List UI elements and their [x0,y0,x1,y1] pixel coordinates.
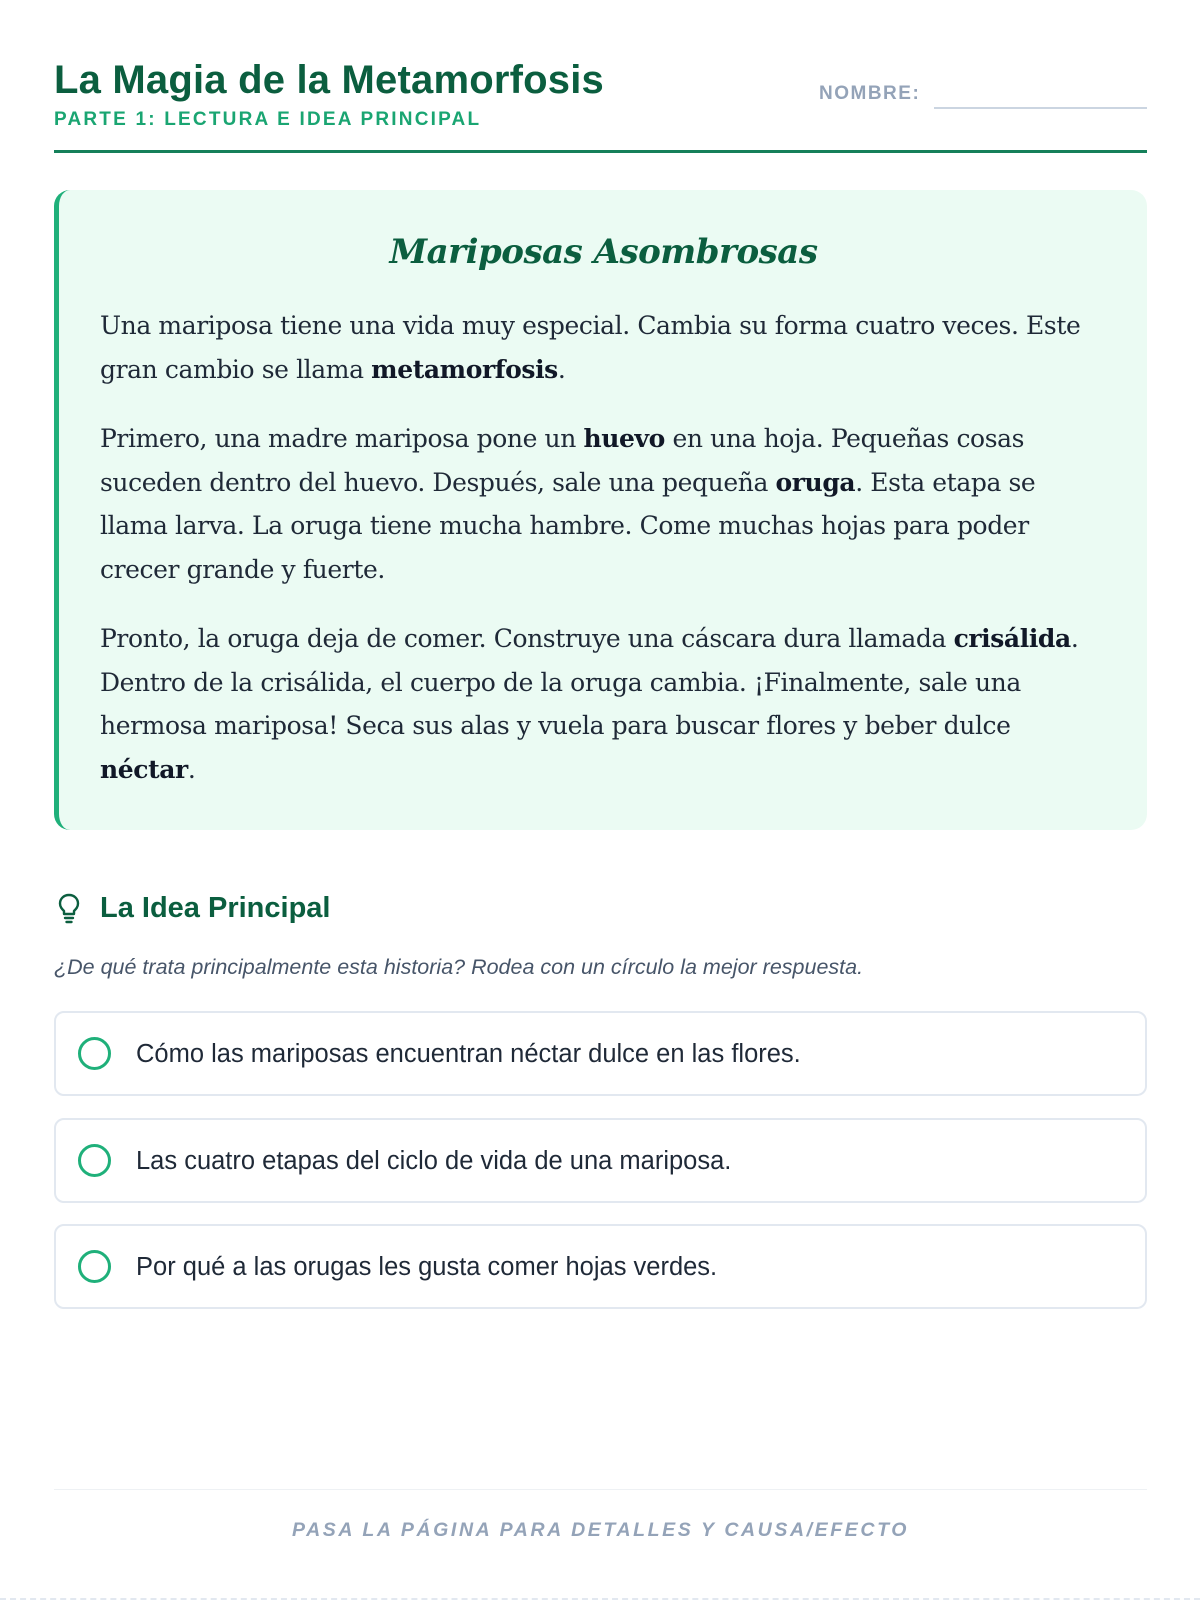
vocab-word: huevo [583,424,665,453]
text-run: Pronto, la oruga deja de comer. Construye una cáscara dura llamada [100,624,954,653]
answer-option-label: Por qué a las orugas les gusta comer hojas verdes. [136,1253,718,1281]
text-run: . [187,754,196,784]
text-run: . Dentro de la crisálida, el cuerpo de la oruga cambia. ¡Finalmente, sale una hermosa mariposa! Seca sus alas y vuela para buscar flores y beber dulce [100,624,1079,740]
answer-option[interactable] [54,1224,1147,1309]
radio-circle-icon[interactable] [78,1250,111,1283]
reading-passage [54,190,1147,830]
passage-paragraph [100,617,1107,791]
worksheet-subtitle: PARTE 1: LECTURA E IDEA PRINCIPAL [54,109,482,130]
name-label: NOMBRE: [819,83,921,104]
footer-note: PASA LA PÁGINA PARA DETALLES Y CAUSA/EFECTO [291,1519,910,1541]
radio-circle-icon[interactable] [78,1037,111,1070]
text-run: Una mariposa tiene una vida muy especial. Cambia su forma cuatro veces. Este gran cambio se llama [100,311,1081,384]
text-run: en una hoja. Pequeñas cosas suceden dentro del huevo. Después, sale una pequeña [100,424,1025,497]
name-field[interactable] [934,107,1147,109]
text-run: . [557,354,566,384]
answer-option-label: Las cuatro etapas del ciclo de vida de una mariposa. [136,1147,732,1175]
answer-option[interactable] [54,1118,1147,1203]
vocab-word: metamorfosis [371,354,558,384]
footer-divider [54,1489,1147,1490]
answer-option[interactable] [54,1011,1147,1096]
radio-circle-icon[interactable] [78,1144,111,1177]
passage-paragraph [100,417,1107,591]
text-run: Primero, una madre mariposa pone un [100,424,584,453]
passage-paragraph [100,304,1107,391]
answer-option-label: Cómo las mariposas encuentran néctar dulce en las flores. [136,1040,801,1068]
vocab-word: crisálida [953,624,1071,653]
lightbulb-icon [54,892,84,924]
worksheet-title: La Magia de la Metamorfosis [54,58,604,102]
worksheet-page [54,0,1147,1600]
text-run: . Esta etapa se llama larva. La oruga tiene mucha hambre. Come muchas hojas para poder crecer grande y fuerte. [100,467,1036,584]
question-instruction: ¿De qué trata principalmente esta historia? Rodea con un círculo la mejor respuesta. [54,955,864,979]
vocab-word: néctar [100,754,188,784]
section-title: La Idea Principal [100,892,331,924]
worksheet-header [54,56,1147,153]
vocab-word: oruga [775,467,856,497]
passage-title: Mariposas Asombrosas [389,232,818,272]
